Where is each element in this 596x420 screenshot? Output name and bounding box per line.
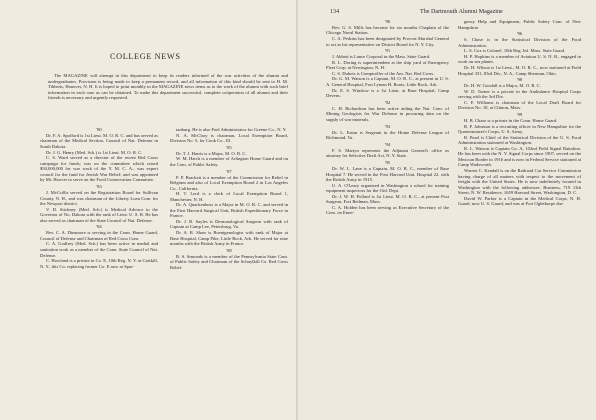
news-item: L. S. Cox is Colonel, 10th Reg. Inf. Mass. State Guard. [464,48,566,54]
class-year-heading: '96 [516,31,523,37]
news-item: Dr. J. G. Henry (Med. Sch.) is 1st Lieut. M. O. R. C. [46,149,143,155]
news-item: F. P. Brackett is a member of the Commission for Relief in Belgium and also of Local Exemption Board 2 in Los Angeles Co., California. [170,174,288,191]
class-year-heading: '80 [96,127,102,132]
news-item: Dr. L. Eaton is Sergeant in the Home Defense League of Richmond, Va. [326,129,449,141]
class-year-heading: '95 [384,160,391,166]
news-item: Dr. A. Quackenboss is a Major in M. O. R. C. and served in the First Harvard Surgical Unit, British Expeditionary Force in France. [170,202,288,219]
news-item: C. Howland is a private in Co. E, 10th Reg. N. Y. at Catskill, N. Y., this Co. replacing former Co. E now at Spar- [40,258,158,269]
news-item: Dr. F. A. Spofford is 1st Lieut. M. O. R. C. and has served as chairman of the Medical Section, Council of Nat. Defense in South Dakota. [40,132,158,150]
news-item: W. M. Hatch is a member of Arlington Home Guard and on the Com. of Public Safety. [170,156,288,167]
news-item: C. H. Richardson has been active aiding the Nat. Com. of Mining Geologists for War Defense in procuring data on the supply of war minerals. [326,105,449,122]
news-item: H. T. Lord is a clerk of Local Exemption Board 1, Manchester, N. H. [170,191,288,202]
news-item: Dr. W. L. Lane is a Captain, M. O. R. C., member of Base Hospital 7. He served in the First Harvard Unit, Hospital 22, with the British Army in 1915. [326,165,449,183]
news-item: W. D. Turner is a private in the Ambulance Hospital Corps serving with the 3rd Div. [458,88,581,100]
news-item: Warren C. Kendall is on the Railroad Car Service Commission having charge of all matters with respect to the movement of freight with the United States. He is now indefinitely located in Washington with the following addresses: Business, 719 13th Street, N. W. Residence, 1659 Harvard Street, Washington, D. C. [458,167,581,196]
news-item: U. A. O'Leary organized in Washington a school for training equipment inspectors for the Ord. Dept. [326,182,449,194]
news-item: R. P. Johnston is a recruiting officer in New Hampshire for the Quartermaster's Corps, U. S. Army. [458,123,581,135]
news-item: R. L. Doring is superintendent at the ship yard of Emergency Fleet Corp. at Newington, N. H. [326,59,449,71]
news-item: B. S. Simonds is a member of the Pennsylvania State Com. of Public Safety and Chairman of the Schuylkill Co. Red Cross Relief. [170,253,288,270]
news-item: V. D. Stickney (Med. Sch.) is Medical Advisor to the Governor of No. Dakota with the rank of Lieut. U. S. R. He has also served as chairman of the State Council of Nat. Defense. [40,206,158,223]
news-item: R. Pearl is Chief of the Statistical Division of the U. S. Food Administration stationed at Washington. [458,134,581,146]
news-item: Rev. G. S. Mills has become for six months Chaplain of the Chicago Naval Station. [326,24,449,36]
news-item: tanburg. He is also Fuel Administrator for Greene Co., N. Y. [176,127,287,132]
class-year-heading: '85 [226,144,232,150]
right-page [298,0,596,420]
news-item: H. P. Hopkins is a member of Aviation U. S. N. R., engaged in work on sea planes. [458,53,581,65]
news-item: C. S. Ward served as a director of the recent Red Cross campaign for funds; was on the committee which raised $50,000,000 for war work of the Y. M. C. A.; was expert council for the fund for Jewish War Relief; and was appointed by Mr. Hoover to serve on the Food Conservation Committee. [40,155,158,183]
news-item: Dr. E. S. Winslow is a 1st Lieut. at Base Hospital, Camp Devens. [326,87,449,99]
running-title: The Dartmouth Alumni Magazine [420,9,503,15]
news-item: C. F. Williams is chairman of the Local Draft Board for Division No. 18, at Clinton, Mass. [458,99,581,111]
class-year-heading: '98 [516,77,523,83]
section-intro: The MAGAZINE will attempt in this department to keep its readers informed of the war activities of the alumni and undergraduates. Provision is being made to keep a permanent record, and all information of this kind should be sent to H. M. Tibbetts, Hanover, N. H. It is hoped to print monthly in the MAGAZINE news items as to the work of the alumni with such brief information in each case as can be obtained. To make this department successful, complete coöperation of all alumni and their friends is necessary and urgently requested. [48,73,288,101]
section-title: COLLEGE NEWS [110,52,181,61]
news-item: Dr. H. W. Goodall is a Major, M. O. R. C. [464,83,541,89]
news-item: J. McCrillis served on the Registration Board for Sullivan County, N. H., and was chairman of the Liberty Loan Com. for the Newport district. [40,189,158,207]
news-item: gency Help and Equipment, Public Safety Com. of New Hampshire. [458,19,581,30]
class-year-heading: '91 [384,48,391,54]
news-item: Dr. J. B. Sayles is Dermatological Surgeon with rank of Captain at Camp Lee, Petersburg, Va. [170,218,288,230]
class-year-heading: '83 [96,184,102,190]
class-year-heading: '92 [384,99,391,105]
news-item: Dr. T. J. Harris is a Major, M. O. R. C. [176,150,247,156]
news-item: C. A. Holden has been serving as Executive Secretary of the Com. on Emer- [326,204,449,216]
news-item: F. S. Martyn represents the Adjutant General's office as attorney for Selective Draft Act, N. Y. State. [326,147,449,159]
news-item: C. S. Dubois is Comptroller of the Am. Nat. Red Cross. [332,70,435,76]
news-item: H. B. Chase is a private in the Conn. Home Guard. [464,118,558,124]
news-item: Rev. C. A. Dinsmore is serving in the Conn. Home Guard, Council of Defense and Chairman of Red Cross Com. [40,230,158,241]
right-column-1 [326,19,449,216]
left-column-1 [40,127,158,269]
news-item: Dr. G. M. Watson is a Captain, M. O. R. C., at present in U. S. A. General Hospital, Fort Lyman H. Roots, Little Rock, Ark. [326,76,449,87]
news-item: R. L. Watson is Captain Co. A, 102nd Field Signal Battalion. He has been with the N. Y. Signal Corps since 1907, served on the Mexican Border in 1916 and is now in Federal Service stationed at Camp Wadsworth. [458,145,581,168]
class-year-heading: '90 [384,19,391,24]
news-item: S. Chase is in the Statistical Division of the Food Administration. [458,37,581,48]
news-item: C. A. Perkins has been designated by Provost Marshal General to act as his representative on District Board for N. Y. City. [326,36,449,47]
class-year-heading: '93 [384,123,391,129]
news-item: Dr. J. W. H. Pollard is 1st Lieut. M. O. R. C., at present Post Surgeon, Fort Redman, Mass. [326,193,449,205]
news-item: David W. Parker is a Captain in the Medical Corps, N. H. Guard, now U. S. Guard, and was at Fort Oglethorpe dur- [458,195,581,207]
news-item: J. Abbott is Lance Corporal in the Mass. State Guard. [332,54,431,60]
class-year-heading: '99 [516,112,523,118]
class-year-heading: '94 [384,141,391,147]
news-item: Dr. A. R. Shaw is Roentgenologist with rank of Major at Base Hospital, Camp Pike, Little Rock, Ark. He served for nine months with the British Army in France. [170,230,288,247]
left-column-2 [170,127,288,270]
news-item: Dr. H. Wilson is 1st Lieut., M. O. R. C., now stationed at Field Hospital 331, 83rd Div., N. A., Camp Sherman, Ohio. [458,64,581,76]
right-column-2 [458,19,581,207]
class-year-heading: '84 [96,224,102,230]
news-item: N. A. McClary is chairman, Local Exemption Board, Division No. 5, for Cook Co., Ill. [170,132,288,144]
news-item: C. A. Godfrey (Med. Sch.) has been active in medial and sanitation work as a member of the Conn. State Council of Nat. Defense. [40,241,158,258]
class-year-heading: '87 [226,168,232,174]
left-page [0,0,296,420]
class-year-heading: '88 [226,247,232,253]
page-number: 134 [330,9,340,15]
